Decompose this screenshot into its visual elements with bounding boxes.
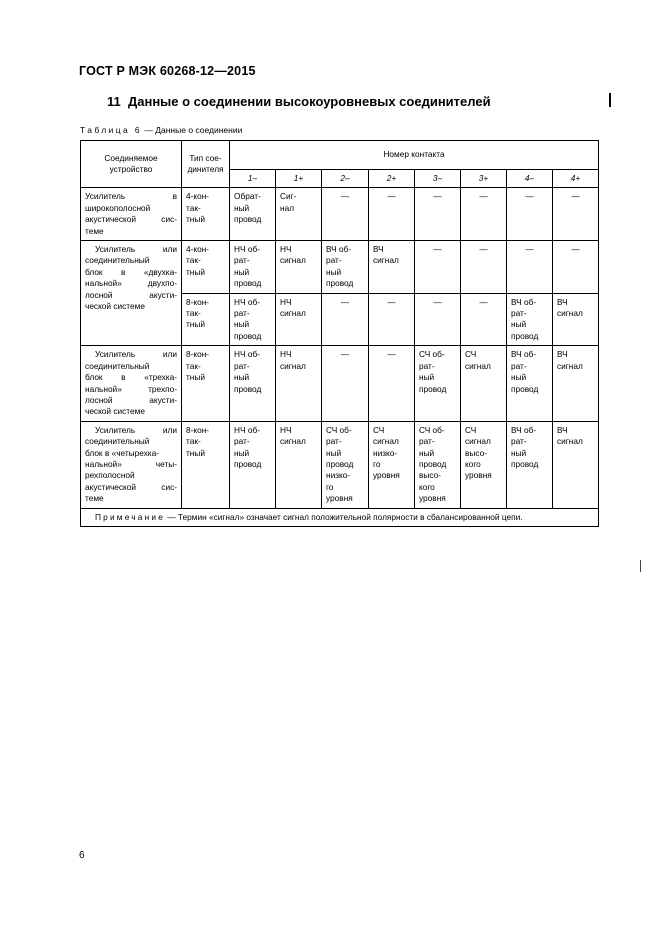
cell-line: тный: [186, 319, 205, 330]
cell-line: го: [373, 458, 381, 469]
table-note: [81, 508, 599, 526]
cell-line: НЧ: [280, 244, 292, 255]
contact-cell: [461, 346, 507, 421]
cell-line: провод: [511, 458, 539, 469]
contact-1-minus: 1–: [230, 170, 276, 188]
cell-line: так-: [186, 255, 201, 266]
cell-line: провод: [419, 458, 447, 469]
cell-line: лосной акусти-: [85, 289, 177, 300]
contact-cell: [553, 346, 599, 421]
cell-line: сигнал: [465, 360, 491, 371]
cell-line: ный: [511, 447, 527, 458]
cell-line: НЧ об-: [234, 244, 260, 255]
cell-line: широкополосной: [85, 202, 151, 213]
type-cell: [182, 346, 230, 421]
cell-line: НЧ: [280, 349, 292, 360]
contact-cell: [230, 346, 276, 421]
cell-line: блок в «четырехка-: [85, 447, 159, 458]
cell-line: Сиг-: [280, 191, 297, 202]
contact-2-plus: 2+: [369, 170, 415, 188]
cell-line: ный: [326, 266, 342, 277]
header-device: [81, 141, 182, 188]
document-header: ГОСТ Р МЭК 60268-12—2015: [79, 64, 256, 78]
cell-line: низко-: [373, 447, 398, 458]
cell-line: блок в «двухка-: [85, 266, 177, 277]
cell-line: ВЧ: [373, 244, 384, 255]
cell-line: рат-: [234, 436, 250, 447]
cell-line: НЧ об-: [234, 296, 260, 307]
cell-line: нальной» двухпо-: [85, 278, 177, 289]
cell-line: рат-: [511, 308, 527, 319]
cell-line: ный: [234, 266, 250, 277]
cell-line: низко-: [326, 470, 351, 481]
cell-line: НЧ об-: [234, 349, 260, 360]
cell-line: сигнал: [465, 436, 491, 447]
cell-line: сигнал: [280, 255, 306, 266]
cell-line: ный: [419, 447, 435, 458]
cell-line: Усилитель или: [95, 349, 177, 360]
cell-line: провод: [511, 383, 539, 394]
cell-line: рат-: [234, 255, 250, 266]
cell-line: уровня: [373, 470, 400, 481]
cell-line: ческой системе: [85, 406, 145, 417]
cell-line: ный: [511, 372, 527, 383]
device-cell: [81, 346, 182, 421]
contact-1-plus: 1+: [276, 170, 322, 188]
cell-line: НЧ: [280, 296, 292, 307]
cell-line: провод: [234, 383, 262, 394]
cell-line: провод: [511, 330, 539, 341]
cell-line: ВЧ: [557, 349, 568, 360]
section-heading: [107, 94, 491, 109]
cell-line: так-: [186, 202, 201, 213]
cell-line: рат-: [419, 360, 435, 371]
cell-line: лосной акусти-: [85, 394, 177, 405]
dash-cell: —: [461, 293, 507, 346]
cell-line: нальной» трехпо-: [85, 383, 177, 394]
cell-line: 4-кон-: [186, 244, 210, 255]
cell-line: нальной» четы-: [85, 458, 177, 469]
contact-cell: [230, 421, 276, 508]
cell-line: тный: [186, 266, 205, 277]
contact-3-minus: 3–: [415, 170, 461, 188]
cell-line: сигнал: [557, 308, 583, 319]
dash-cell: —: [507, 241, 553, 294]
dash-cell: —: [553, 188, 599, 241]
dash-cell: —: [461, 188, 507, 241]
dash-cell: —: [553, 241, 599, 294]
cell-line: рат-: [326, 436, 342, 447]
cell-line: уровня: [465, 470, 492, 481]
cell-line: ный: [234, 372, 250, 383]
cell-line: рат-: [511, 436, 527, 447]
header-connector-type: [182, 141, 230, 188]
cell-line: ВЧ об-: [511, 296, 537, 307]
cell-line: высо-: [465, 447, 487, 458]
header-type-line: Тип сое-: [189, 152, 222, 163]
connection-table: [80, 140, 599, 527]
cell-line: высо-: [419, 470, 441, 481]
cell-line: ный: [234, 319, 250, 330]
contact-cell: [322, 241, 369, 294]
contact-3-plus: 3+: [461, 170, 507, 188]
cell-line: тный: [186, 447, 205, 458]
section-number: 11: [107, 94, 121, 109]
cell-line: ческой системе: [85, 301, 145, 312]
note-text: — Термин «сигнал» означает сигнал положительной полярности в сбалансированной цепи.: [165, 511, 523, 522]
type-cell: [182, 188, 230, 241]
cell-line: рат-: [326, 255, 342, 266]
cell-line: акустической сис-: [85, 214, 177, 225]
table-caption: [80, 125, 242, 135]
cell-line: Обрат-: [234, 191, 261, 202]
contact-4-minus: 4–: [507, 170, 553, 188]
cell-line: так-: [186, 436, 201, 447]
contact-cell: [461, 421, 507, 508]
section-title: Данные о соединении высокоуровневых соединителей: [127, 94, 491, 109]
cell-line: СЧ об-: [419, 424, 445, 435]
device-cell: [81, 241, 182, 346]
cell-line: НЧ: [280, 424, 292, 435]
dash-cell: —: [415, 241, 461, 294]
cell-line: сигнал: [557, 436, 583, 447]
header-contact-number: Номер контакта: [230, 141, 599, 170]
cell-line: НЧ об-: [234, 424, 260, 435]
cell-line: СЧ об-: [419, 349, 445, 360]
cell-line: ный: [234, 202, 250, 213]
device-cell: [81, 421, 182, 508]
contact-cell: [276, 241, 322, 294]
cell-line: соединительный: [85, 360, 150, 371]
table-caption-text: — Данные о соединении: [142, 125, 243, 135]
contact-cell: [322, 421, 369, 508]
cell-line: сигнал: [373, 255, 399, 266]
cell-line: провод: [234, 458, 262, 469]
cell-line: сигнал: [557, 360, 583, 371]
cell-line: уровня: [326, 493, 353, 504]
cell-line: ный: [234, 447, 250, 458]
dash-cell: —: [415, 188, 461, 241]
table-header-row: [81, 141, 599, 170]
cell-line: Усилитель или: [95, 424, 177, 435]
table-row: [81, 241, 599, 294]
cell-line: провод: [326, 278, 354, 289]
type-cell: [182, 421, 230, 508]
cell-line: соединительный: [85, 255, 150, 266]
cell-line: блок в «трехка-: [85, 372, 177, 383]
cell-line: ный: [419, 372, 435, 383]
cell-line: тный: [186, 372, 205, 383]
cell-line: кого: [465, 458, 481, 469]
dash-cell: —: [415, 293, 461, 346]
table-caption-lead: Таблица 6: [80, 125, 143, 135]
contact-2-minus: 2–: [322, 170, 369, 188]
note-lead: Примечание: [95, 511, 166, 522]
contact-cell: [415, 421, 461, 508]
cell-line: 8-кон-: [186, 349, 210, 360]
cell-line: СЧ: [465, 349, 477, 360]
dash-cell: —: [507, 188, 553, 241]
cell-line: СЧ об-: [326, 424, 352, 435]
cell-line: провод: [234, 278, 262, 289]
cell-line: 8-кон-: [186, 296, 210, 307]
margin-mark: [640, 560, 641, 572]
dash-cell: —: [461, 241, 507, 294]
contact-4-plus: 4+: [553, 170, 599, 188]
cell-line: ВЧ об-: [511, 424, 537, 435]
dash-cell: —: [369, 188, 415, 241]
cell-line: рат-: [419, 436, 435, 447]
contact-cell: [276, 421, 322, 508]
cell-line: тный: [186, 214, 205, 225]
cell-line: го: [326, 481, 334, 492]
cell-line: уровня: [419, 493, 446, 504]
cell-line: кого: [419, 481, 435, 492]
header-device-line: Соединяемое: [104, 152, 158, 163]
dash-cell: —: [322, 293, 369, 346]
dash-cell: —: [322, 188, 369, 241]
cell-line: рат-: [234, 360, 250, 371]
dash-cell: —: [322, 346, 369, 421]
cell-line: сигнал: [280, 308, 306, 319]
cell-line: провод: [234, 214, 262, 225]
table-note-row: [81, 508, 599, 526]
cell-line: ВЧ: [557, 424, 568, 435]
contact-cell: [553, 293, 599, 346]
table-row: [81, 346, 599, 421]
cell-line: сигнал: [280, 360, 306, 371]
cell-line: рат-: [511, 360, 527, 371]
cell-line: сигнал: [280, 436, 306, 447]
contact-cell: [369, 421, 415, 508]
contact-cell: [553, 421, 599, 508]
cell-line: теме: [85, 225, 104, 236]
cell-line: соединительный: [85, 436, 150, 447]
cell-line: акустической сис-: [85, 481, 177, 492]
type-cell: [182, 293, 230, 346]
cell-line: нал: [280, 202, 295, 213]
contact-cell: [230, 188, 276, 241]
revision-margin-bar: [609, 93, 611, 107]
header-type-line: динителя: [187, 164, 224, 175]
cell-line: ный: [511, 319, 527, 330]
header-device-line: устройство: [109, 164, 153, 175]
dash-cell: —: [369, 346, 415, 421]
device-cell: [81, 188, 182, 241]
contact-cell: [230, 293, 276, 346]
cell-line: провод: [234, 330, 262, 341]
contact-cell: [369, 241, 415, 294]
cell-line: СЧ: [373, 424, 385, 435]
page-number: 6: [79, 850, 85, 861]
cell-line: Усилитель в: [85, 191, 177, 202]
cell-line: теме: [85, 493, 104, 504]
contact-cell: [276, 188, 322, 241]
contact-cell: [230, 241, 276, 294]
cell-line: ный: [326, 447, 342, 458]
table-row: [81, 188, 599, 241]
cell-line: так-: [186, 308, 201, 319]
cell-line: сигнал: [373, 436, 399, 447]
cell-line: СЧ: [465, 424, 477, 435]
cell-line: так-: [186, 360, 201, 371]
dash-cell: —: [369, 293, 415, 346]
cell-line: ВЧ: [557, 296, 568, 307]
cell-line: Усилитель или: [95, 244, 177, 255]
cell-line: 4-кон-: [186, 191, 210, 202]
contact-cell: [507, 346, 553, 421]
cell-line: провод: [326, 458, 354, 469]
cell-line: рехполосной: [85, 470, 135, 481]
cell-line: 8-кон-: [186, 424, 210, 435]
contact-cell: [507, 293, 553, 346]
table-row: [81, 421, 599, 508]
contact-cell: [415, 346, 461, 421]
type-cell: [182, 241, 230, 294]
cell-line: рат-: [234, 308, 250, 319]
cell-line: ВЧ об-: [326, 244, 352, 255]
contact-cell: [507, 421, 553, 508]
contact-cell: [276, 346, 322, 421]
contact-cell: [276, 293, 322, 346]
cell-line: провод: [419, 383, 447, 394]
cell-line: ВЧ об-: [511, 349, 537, 360]
